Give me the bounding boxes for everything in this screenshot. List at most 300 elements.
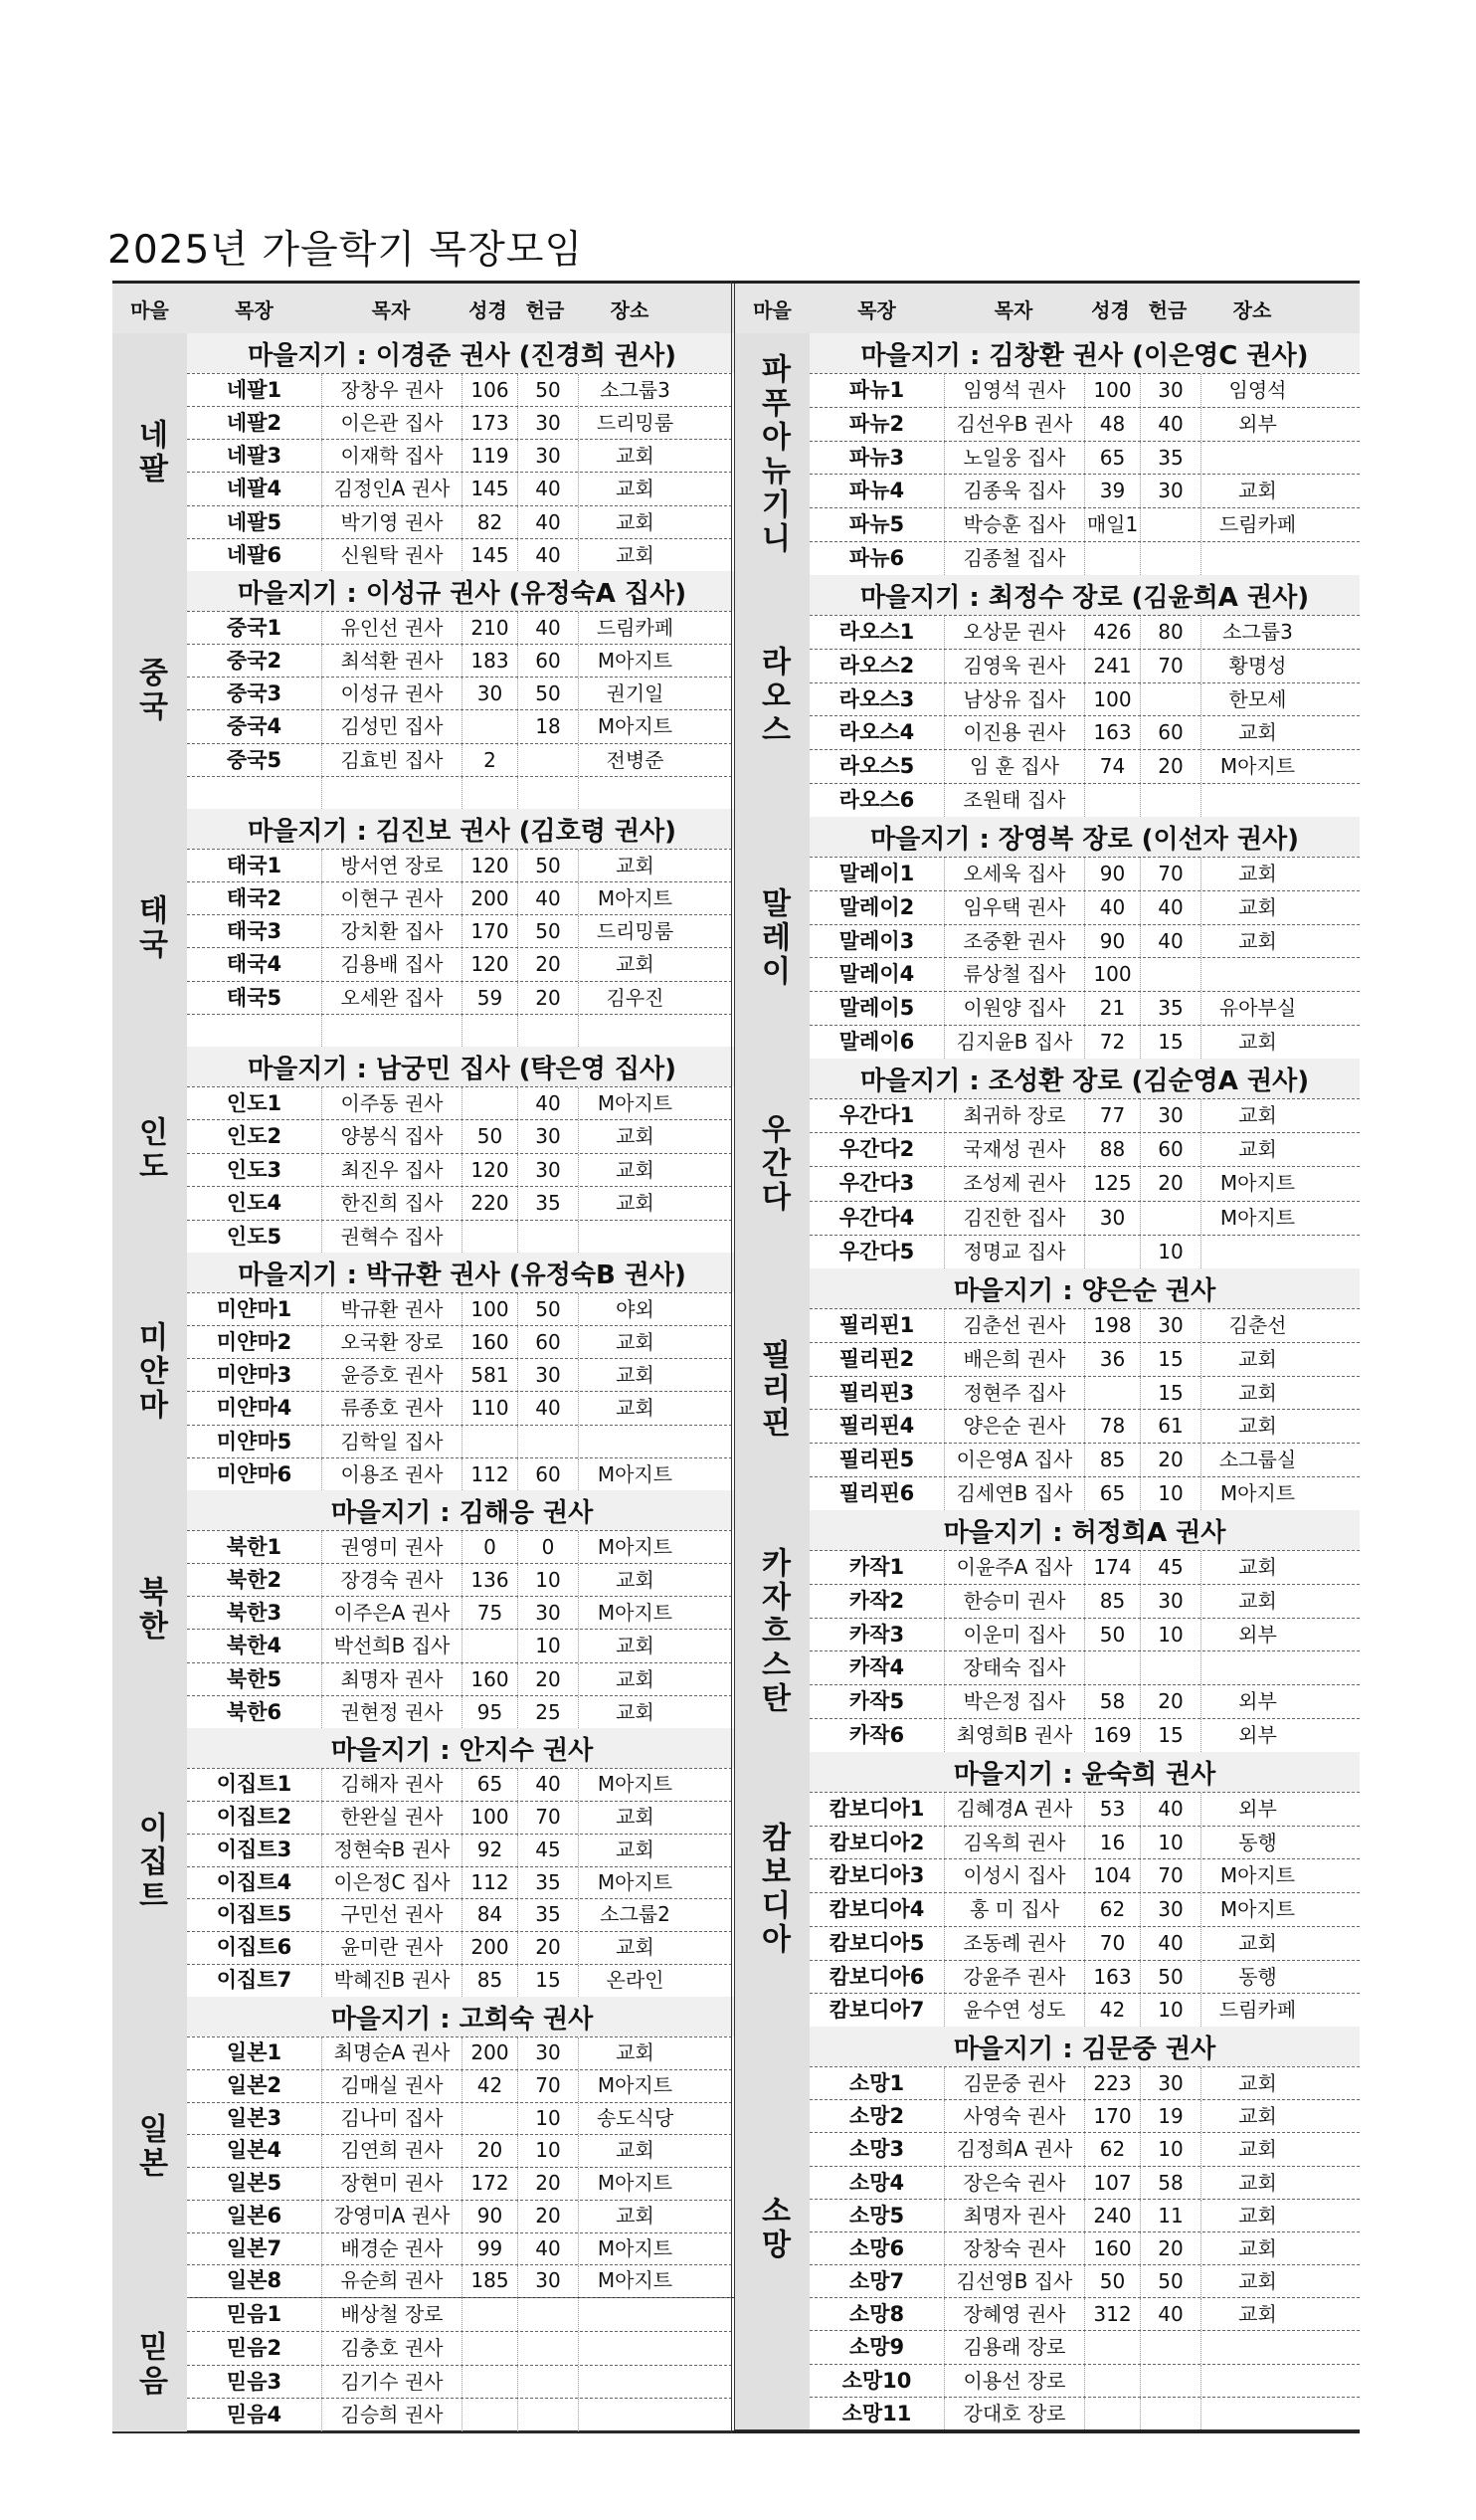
bible-count: 100 — [1084, 683, 1140, 716]
village-leader: 마을지기 : 조성환 장로 (김순영A 권사) — [810, 1059, 1360, 1098]
mokja-name: 권영미 권사 — [321, 1531, 461, 1563]
meeting-place: M아지트 — [1200, 750, 1314, 783]
offering-amount: 20 — [1140, 2232, 1200, 2264]
bible-count: 172 — [461, 2168, 517, 2200]
mokja-name: 박승훈 집사 — [944, 508, 1084, 541]
bible-count: 100 — [1084, 374, 1140, 407]
offering-amount: 70 — [517, 2070, 578, 2102]
mokja-name: 윤증호 권사 — [321, 1359, 461, 1391]
mokjang-name: 우간다1 — [838, 1103, 915, 1127]
bible-count: 53 — [1084, 1793, 1140, 1826]
meeting-place: 교회 — [1200, 858, 1314, 890]
offering-amount: 70 — [517, 1802, 578, 1834]
column-header: 목자 — [371, 297, 411, 322]
village-name: 북한 — [132, 1575, 168, 1644]
village-group — [735, 2027, 1360, 2430]
table-row — [810, 1826, 1360, 1859]
bible-count — [461, 2399, 517, 2431]
bible-count: 90 — [461, 2201, 517, 2232]
mokja-name: 강윤주 권사 — [944, 1961, 1084, 1994]
mokjang-name: 카작5 — [848, 1689, 905, 1714]
village-name-cell — [112, 809, 187, 1047]
village-name-cell — [112, 1997, 187, 2297]
right-table — [731, 281, 1360, 2433]
mokjang-name: 북한1 — [226, 1535, 282, 1559]
mokja-name: 방서연 장로 — [321, 850, 461, 881]
table-row — [810, 1858, 1360, 1892]
meeting-place: 교회 — [578, 1564, 691, 1596]
bible-count: 50 — [1084, 1619, 1140, 1651]
mokja-name — [321, 1015, 461, 1047]
mokja-name: 박선희B 집사 — [321, 1630, 461, 1661]
meeting-place: M아지트 — [578, 2265, 691, 2297]
meeting-place: 교회 — [1200, 925, 1314, 958]
mokja-name: 강치환 집사 — [321, 915, 461, 947]
offering-amount — [517, 2399, 578, 2431]
table-row — [810, 1718, 1360, 1752]
table-row — [187, 439, 737, 472]
village-leader: 마을지기 : 윤숙희 권사 — [810, 1752, 1360, 1792]
meeting-place: 교회 — [578, 1630, 691, 1661]
meeting-place — [578, 777, 691, 809]
offering-amount: 40 — [517, 473, 578, 504]
meeting-place: 온라인 — [578, 1965, 691, 1997]
mokja-name: 장은숙 권사 — [944, 2167, 1084, 2199]
mokjang-name: 북한2 — [226, 1568, 282, 1593]
mokjang-name: 카작4 — [848, 1655, 905, 1680]
village-name-cell — [735, 2027, 810, 2429]
offering-amount: 20 — [1140, 1167, 1200, 1200]
mokja-name: 김지윤B 집사 — [944, 1026, 1084, 1059]
offering-amount — [1140, 2365, 1200, 2397]
mokja-name: 김정희A 권사 — [944, 2133, 1084, 2165]
meeting-place: 동행 — [1200, 1961, 1314, 1994]
meeting-place: 교회 — [578, 1120, 691, 1152]
village-name: 중국 — [132, 656, 168, 724]
table-row — [187, 505, 737, 538]
meeting-place: M아지트 — [578, 1087, 691, 1119]
village-name-cell — [112, 571, 187, 809]
meeting-place: 황명성 — [1200, 650, 1314, 682]
mokja-name: 김용배 집사 — [321, 948, 461, 980]
meeting-place: M아지트 — [578, 882, 691, 914]
mokjang-name: 믿음3 — [226, 2369, 282, 2394]
village-name-cell — [735, 1510, 810, 1752]
mokjang-name: 우간다5 — [838, 1239, 915, 1263]
mokjang-name: 네팔4 — [226, 477, 282, 501]
column-header: 헌금 — [525, 297, 565, 322]
table-row — [810, 682, 1360, 716]
table-row — [187, 1596, 737, 1629]
offering-amount: 10 — [1140, 2133, 1200, 2165]
meeting-place — [1200, 442, 1314, 475]
mokjang-name: 인도2 — [226, 1124, 282, 1149]
meeting-place — [578, 1426, 691, 1457]
meeting-place: M아지트 — [1200, 1893, 1314, 1926]
meeting-place: 드리밍룸 — [578, 915, 691, 947]
bible-count: 136 — [461, 1564, 517, 1596]
bible-count — [461, 1015, 517, 1047]
meeting-place: 교회 — [578, 1392, 691, 1424]
offering-amount: 50 — [517, 678, 578, 709]
meeting-place — [578, 2399, 691, 2431]
bible-count: 48 — [1084, 408, 1140, 441]
village-name-cell — [735, 1059, 810, 1268]
bible-count: 39 — [1084, 475, 1140, 507]
mokja-name: 조동례 권사 — [944, 1927, 1084, 1960]
meeting-place: 드림카페 — [1200, 508, 1314, 541]
meeting-place: 한모세 — [1200, 683, 1314, 716]
table-row — [187, 611, 737, 644]
table-row — [187, 1964, 737, 1997]
bible-count — [461, 777, 517, 809]
mokja-name: 김혜경A 권사 — [944, 1793, 1084, 1826]
table-row — [810, 1409, 1360, 1443]
offering-amount: 60 — [1140, 716, 1200, 749]
village-name-cell — [112, 2297, 187, 2431]
village-name: 파푸아뉴기니 — [755, 352, 791, 556]
mokja-name: 국재성 권사 — [944, 1133, 1084, 1166]
offering-amount: 35 — [1140, 442, 1200, 475]
mokja-name: 오세욱 집사 — [944, 858, 1084, 890]
bible-count: 72 — [1084, 1026, 1140, 1059]
meeting-place: 교회 — [1200, 2265, 1314, 2297]
bible-count — [1084, 1651, 1140, 1684]
bible-count — [1084, 1377, 1140, 1410]
mokja-name: 이성규 권사 — [321, 678, 461, 709]
bible-count: 170 — [1084, 2100, 1140, 2132]
table-row — [187, 1425, 737, 1457]
bible-count: 20 — [461, 2135, 517, 2167]
table-row — [810, 2264, 1360, 2297]
mokja-name: 장태숙 집사 — [944, 1651, 1084, 1684]
bible-count: 112 — [461, 1867, 517, 1899]
mokjang-name: 이집트6 — [216, 1935, 292, 1960]
village-group — [112, 1253, 737, 1491]
mokjang-name: 소망2 — [848, 2104, 905, 2129]
mokjang-name: 태국3 — [226, 919, 282, 944]
meeting-place — [1200, 2331, 1314, 2363]
mokja-name: 김해자 권사 — [321, 1769, 461, 1801]
mokjang-name: 필리핀1 — [838, 1313, 915, 1337]
table-row — [187, 1801, 737, 1834]
table-row — [187, 1662, 737, 1695]
bible-count: 매일1 — [1084, 508, 1140, 541]
mokjang-name: 카작3 — [848, 1622, 905, 1647]
offering-amount: 30 — [517, 2037, 578, 2069]
mokjang-name: 네팔3 — [226, 444, 282, 469]
mokja-name: 김춘선 권사 — [944, 1309, 1084, 1342]
table-row — [187, 1866, 737, 1899]
mokjang-name: 이집트3 — [216, 1837, 292, 1861]
offering-amount: 50 — [517, 850, 578, 881]
table-row — [810, 1792, 1360, 1826]
village-leader: 마을지기 : 장영복 장로 (이선자 권사) — [810, 817, 1360, 857]
offering-amount: 10 — [517, 1564, 578, 1596]
meeting-place: 교회 — [578, 1802, 691, 1834]
mokjang-name: 네팔1 — [226, 378, 282, 402]
page-title: 2025년 가을학기 목장모임 — [107, 228, 584, 273]
bible-count — [1084, 2398, 1140, 2429]
table-row — [187, 849, 737, 881]
offering-amount: 45 — [1140, 1551, 1200, 1584]
meeting-place: 교회 — [578, 1932, 691, 1964]
mokjang-name: 네팔6 — [226, 542, 282, 567]
village-leader: 마을지기 : 이경준 권사 (진경희 권사) — [187, 333, 737, 373]
mokja-name: 류상철 집사 — [944, 958, 1084, 991]
bible-count: 75 — [461, 1597, 517, 1629]
mokjang-list — [810, 857, 1360, 1059]
offering-amount: 58 — [1140, 2167, 1200, 2199]
meeting-place: 동행 — [1200, 1827, 1314, 1859]
meeting-place: M아지트 — [578, 2168, 691, 2200]
mokjang-name: 필리핀3 — [838, 1380, 915, 1405]
table-row — [187, 1563, 737, 1596]
mokjang-name: 캄보디아4 — [829, 1897, 925, 1922]
village-name-cell — [112, 333, 187, 571]
mokja-name: 이용조 권사 — [321, 1458, 461, 1490]
mokja-name — [321, 777, 461, 809]
table-row — [187, 2232, 737, 2265]
table-row — [810, 1650, 1360, 1684]
mokjang-name: 우간다4 — [838, 1205, 915, 1230]
offering-amount: 40 — [1140, 408, 1200, 441]
table-row — [187, 2069, 737, 2102]
meeting-place: 교회 — [578, 1359, 691, 1391]
offering-amount: 60 — [1140, 1133, 1200, 1166]
offering-amount: 20 — [517, 2201, 578, 2232]
bible-count: 90 — [1084, 925, 1140, 958]
mokjang-name: 말레이3 — [838, 928, 915, 953]
mokja-name: 김정인A 권사 — [321, 473, 461, 504]
mokja-name: 김영욱 권사 — [944, 650, 1084, 682]
mokjang-name: 소망11 — [841, 2401, 912, 2425]
mokjang-name: 이집트5 — [216, 1902, 292, 1927]
bible-count: 119 — [461, 440, 517, 472]
table-row — [810, 1376, 1360, 1410]
bible-count: 312 — [1084, 2298, 1140, 2330]
bible-count: 82 — [461, 506, 517, 538]
mokja-name: 윤수연 성도 — [944, 1994, 1084, 2027]
mokjang-name: 소망7 — [848, 2269, 905, 2294]
offering-amount — [1140, 958, 1200, 991]
offering-amount: 30 — [1140, 374, 1200, 407]
table-row — [187, 2200, 737, 2232]
offering-amount: 15 — [1140, 1719, 1200, 1752]
table-row — [810, 1926, 1360, 1960]
meeting-place: M아지트 — [578, 2070, 691, 2102]
village-name-cell — [112, 1253, 187, 1490]
mokja-name: 최귀하 장로 — [944, 1099, 1084, 1132]
table-row — [187, 373, 737, 406]
offering-amount: 40 — [517, 882, 578, 914]
meeting-place: 전병준 — [578, 744, 691, 776]
offering-amount: 15 — [1140, 1026, 1200, 1059]
bible-count: 106 — [461, 374, 517, 406]
bible-count: 160 — [1084, 2232, 1140, 2264]
mokja-name: 이진용 권사 — [944, 716, 1084, 749]
bible-count: 223 — [1084, 2067, 1140, 2099]
mokja-name: 배은희 권사 — [944, 1343, 1084, 1376]
bible-count: 160 — [461, 1663, 517, 1695]
table-row — [187, 538, 737, 571]
mokjang-name: 소망4 — [848, 2170, 905, 2195]
mokjang-name: 말레이5 — [838, 996, 915, 1021]
table-row — [187, 1014, 737, 1047]
table-row — [810, 2066, 1360, 2099]
mokja-name: 정명교 집사 — [944, 1236, 1084, 1268]
mokja-name: 김선영B 집사 — [944, 2265, 1084, 2297]
table-row — [187, 1119, 737, 1152]
table-row — [187, 1220, 737, 1253]
mokjang-name: 필리핀5 — [838, 1448, 915, 1472]
offering-amount: 70 — [1140, 1859, 1200, 1892]
table-row — [810, 783, 1360, 817]
offering-amount: 20 — [1140, 1685, 1200, 1718]
table-row — [810, 615, 1360, 649]
village-name-cell — [735, 333, 810, 575]
mokja-name: 권현정 권사 — [321, 1696, 461, 1728]
table-row — [810, 1892, 1360, 1926]
meeting-place — [578, 2366, 691, 2399]
table-row — [187, 644, 737, 677]
mokja-name: 최명자 권사 — [321, 1663, 461, 1695]
mokja-name: 조성제 권사 — [944, 1167, 1084, 1200]
offering-amount: 40 — [517, 2233, 578, 2265]
table-row — [810, 407, 1360, 441]
meeting-place: 교회 — [578, 2037, 691, 2069]
table-row — [187, 2331, 737, 2365]
meeting-place: M아지트 — [578, 1531, 691, 1563]
offering-amount: 10 — [1140, 1827, 1200, 1859]
offering-amount: 61 — [1140, 1410, 1200, 1443]
village-leader: 마을지기 : 김문중 권사 — [810, 2027, 1360, 2066]
meeting-place — [1200, 1236, 1314, 1268]
village-leader: 마을지기 : 고희숙 권사 — [187, 1997, 737, 2036]
meeting-place: M아지트 — [1200, 1167, 1314, 1200]
table-row — [810, 1166, 1360, 1200]
mokjang-name: 카작6 — [848, 1723, 905, 1748]
offering-amount: 11 — [1140, 2200, 1200, 2231]
left-table — [112, 281, 737, 2433]
mokjang-name: 중국3 — [226, 681, 282, 706]
meeting-place: 교회 — [1200, 716, 1314, 749]
mokja-name: 유순희 권사 — [321, 2265, 461, 2297]
bible-count: 85 — [1084, 1585, 1140, 1618]
mokjang-name: 인도1 — [226, 1091, 282, 1115]
mokjang-name: 태국4 — [226, 952, 282, 977]
bible-count: 241 — [1084, 650, 1140, 682]
offering-amount: 80 — [1140, 616, 1200, 649]
meeting-place: 교회 — [578, 506, 691, 538]
meeting-place: 교회 — [578, 1187, 691, 1219]
mokjang-name: 라오스3 — [838, 686, 915, 711]
offering-amount: 10 — [517, 1630, 578, 1661]
bible-count: 426 — [1084, 616, 1140, 649]
mokjang-name: 우간다3 — [838, 1171, 915, 1196]
meeting-place: M아지트 — [578, 2233, 691, 2265]
bible-count: 200 — [461, 882, 517, 914]
mokja-name: 이용선 장로 — [944, 2365, 1084, 2397]
bible-count: 40 — [1084, 891, 1140, 924]
offering-amount — [517, 2298, 578, 2331]
mokja-name: 오국환 장로 — [321, 1326, 461, 1358]
offering-amount: 30 — [1140, 1309, 1200, 1342]
table-header — [735, 284, 1360, 335]
mokja-name: 김연희 권사 — [321, 2135, 461, 2167]
offering-amount: 70 — [1140, 650, 1200, 682]
mokjang-name: 파뉴6 — [848, 546, 905, 571]
table-row — [187, 677, 737, 709]
village-name-cell — [735, 575, 810, 817]
table-row — [810, 2364, 1360, 2397]
meeting-place: 교회 — [578, 1835, 691, 1866]
table-row — [810, 1618, 1360, 1651]
meeting-place: 소그룹3 — [578, 374, 691, 406]
mokja-name: 사영숙 권사 — [944, 2100, 1084, 2132]
meeting-place: 김춘선 — [1200, 1309, 1314, 1342]
table-row — [187, 1695, 737, 1728]
village-name-cell — [735, 1752, 810, 2027]
mokja-name: 정현숙B 권사 — [321, 1835, 461, 1866]
village-group — [735, 333, 1360, 576]
bible-count: 200 — [461, 1932, 517, 1964]
column-header: 성경 — [1091, 297, 1130, 322]
mokjang-list — [187, 2297, 737, 2431]
meeting-place: 교회 — [1200, 2100, 1314, 2132]
mokjang-name: 소망10 — [841, 2368, 912, 2393]
bible-count: 210 — [461, 612, 517, 644]
meeting-place: 임영석 — [1200, 374, 1314, 407]
village-group — [735, 1268, 1360, 1511]
mokjang-name: 미얀마3 — [216, 1363, 292, 1388]
meeting-place: 교회 — [578, 1326, 691, 1358]
offering-amount: 30 — [1140, 475, 1200, 507]
offering-amount: 30 — [1140, 1893, 1200, 1926]
table-row — [187, 1325, 737, 1358]
mokjang-list — [187, 849, 737, 1047]
mokjang-name: 말레이1 — [838, 862, 915, 885]
offering-amount — [517, 2366, 578, 2399]
mokjang-name: 중국1 — [226, 616, 282, 640]
mokjang-name: 이집트1 — [216, 1772, 292, 1796]
mokja-name: 박기영 권사 — [321, 506, 461, 538]
offering-amount: 15 — [1140, 1377, 1200, 1410]
mokjang-name: 캄보디아3 — [829, 1863, 925, 1888]
meeting-place: 교회 — [578, 2201, 691, 2232]
mokja-name: 조원태 집사 — [944, 784, 1084, 817]
mokjang-name: 캄보디아5 — [829, 1930, 925, 1955]
mokja-name: 임우택 권사 — [944, 891, 1084, 924]
mokjang-name: 미얀마1 — [216, 1297, 292, 1321]
table-row — [810, 2199, 1360, 2231]
table-row — [810, 2397, 1360, 2429]
meeting-place: M아지트 — [1200, 1202, 1314, 1235]
bible-count: 70 — [1084, 1927, 1140, 1960]
table-row — [810, 441, 1360, 475]
meeting-place: 소그룹실 — [1200, 1444, 1314, 1476]
mokjang-list — [187, 2036, 737, 2297]
table-row — [187, 914, 737, 947]
village-name: 캄보디아 — [755, 1822, 791, 1957]
mokja-name: 조중환 권사 — [944, 925, 1084, 958]
bible-count: 240 — [1084, 2200, 1140, 2231]
village-group — [112, 571, 737, 810]
table-row — [810, 1684, 1360, 1718]
village-leader: 마을지기 : 양은순 권사 — [810, 1268, 1360, 1308]
table-row — [810, 957, 1360, 991]
mokjang-name: 이집트4 — [216, 1869, 292, 1894]
